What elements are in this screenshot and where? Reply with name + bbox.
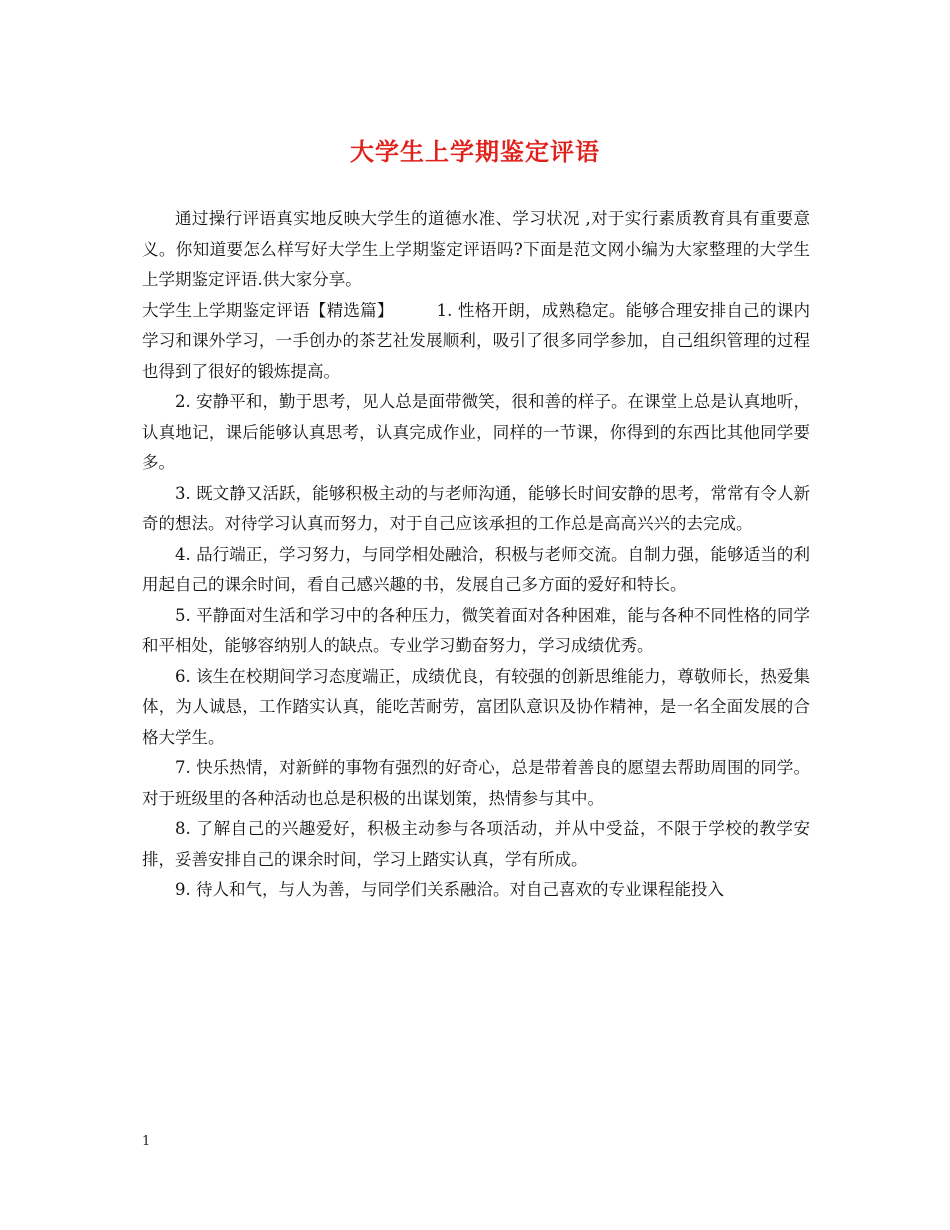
list-item-4: 4. 品行端正，学习努力，与同学相处融洽，积极与老师交流。自制力强，能够适当的利用起自己的课余时间，看自己感兴趣的书，发展自己多方面的爱好和特长。 (142, 544, 810, 594)
list-item-1: 1. 性格开朗，成熟稳定。能够合理安排自己的课内学习和课外学习，一手创办的茶艺社发展顺利，吸引了很多同学参加，自己组织管理的过程也得到了很好的锻炼提高。 (142, 300, 810, 381)
list-item-2: 2. 安静平和，勤于思考，见人总是面带微笑，很和善的样子。在课堂上总是认真地听，认真地记，课后能够认真思考，认真完成作业，同样的一节课，你得到的东西比其他同学要多。 (142, 392, 810, 472)
list-item-3: 3. 既文静又活跃，能够积极主动的与老师沟通，能够长时间安静的思考，常常有令人新奇的想法。对待学习认真而努力，对于自己应该承担的工作总是高高兴兴的去完成。 (142, 483, 810, 533)
document-body (142, 204, 810, 906)
document-title: 大学生上学期鉴定评语 (350, 137, 600, 166)
section-paragraph (142, 296, 810, 388)
intro-paragraph: 通过操行评语真实地反映大学生的道德水准、学习状况 ,对于实行素质教育具有重要意义。你知道要怎么样写好大学生上学期鉴定评语吗?下面是范文网小编为大家整理的大学生上学期鉴定评语.供大家分享。 (142, 209, 810, 289)
section-heading: 大学生上学期鉴定评语【精选篇】 (142, 300, 394, 320)
list-item-6: 6. 该生在校期间学习态度端正，成绩优良，有较强的创新思维能力，尊敬师长，热爱集体，为人诚恳，工作踏实认真，能吃苦耐劳，富团队意识及协作精神，是一名全面发展的合格大学生。 (142, 666, 810, 747)
page-number: 1 (142, 1134, 151, 1149)
list-item-9: 9. 待人和气，与人为善，与同学们关系融洽。对自己喜欢的专业课程能投入 (175, 880, 724, 899)
list-item-5: 5. 平静面对生活和学习中的各种压力，微笑着面对各种困难，能与各种不同性格的同学和平相处，能够容纳别人的缺点。专业学习勤奋努力，学习成绩优秀。 (142, 605, 810, 655)
list-item-8: 8. 了解自己的兴趣爱好，积极主动参与各项活动，并从中受益，不限于学校的教学安排，妥善安排自己的课余时间，学习上踏实认真，学有所成。 (142, 819, 810, 869)
list-item-7: 7. 快乐热情，对新鲜的事物有强烈的好奇心，总是带着善良的愿望去帮助周围的同学。对于班级里的各种活动也总是积极的出谋划策，热情参与其中。 (142, 758, 810, 808)
